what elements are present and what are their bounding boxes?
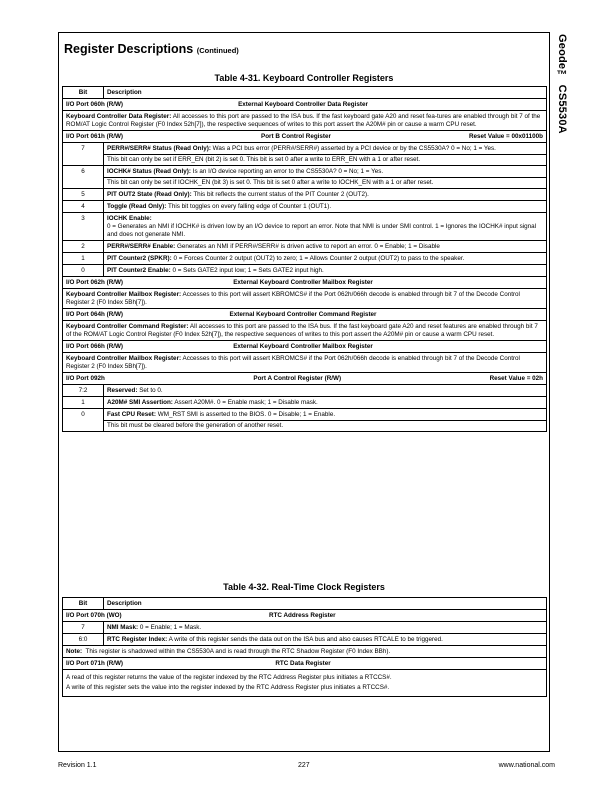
table-row xyxy=(63,189,547,201)
table-header-row xyxy=(63,87,547,99)
field-text: WM_RST SMI is asserted to the BIOS. 0 = Disable; 1 = Enable. xyxy=(157,410,336,418)
reset-value: Reset Value = 00x01100b xyxy=(468,132,543,140)
register-name: Port A Control Register (R/W) xyxy=(253,374,342,382)
desc-text: Accesses to this port will assert KBROMCS# if the Port 062h/066h decode is enabled through bit 7 of the Decode Control Register 2 (F0 Index 5Bh[7]). xyxy=(66,354,520,370)
col-description: Description xyxy=(104,87,547,99)
desc-text: All accesses to this port are passed to the ISA bus. If the fast keyboard gate A20 and reset features are enabled through bit 7 of the ROM/AT Logic Control Register (F0 Index 52h[7]), the respective sequences of writes to this port assert the A20M# pin or cause a warm CPU reset. xyxy=(66,322,538,338)
bit-number: 2 xyxy=(63,241,104,253)
field-text: 0 = Enable; 1 = Mask. xyxy=(139,623,202,631)
register-name: External Keyboard Controller Mailbox Register xyxy=(233,278,373,286)
port-id: I/O Port 070h (WO) xyxy=(66,611,122,619)
bit-number: 0 xyxy=(63,409,104,432)
register-name: External Keyboard Controller Mailbox Register xyxy=(233,342,373,350)
register-name: External Keyboard Controller Data Register xyxy=(238,100,368,108)
side-tab-title: Geode™ CS5530A xyxy=(556,34,568,134)
desc-line-1: A read of this register returns the value of the register indexed by the RTC Address Register plus initiates a RTCCS#. xyxy=(66,674,392,681)
section-continued: (Continued) xyxy=(196,46,239,55)
bit-number: 1 xyxy=(63,397,104,409)
register-name: RTC Address Register xyxy=(269,611,336,619)
port-062h-header xyxy=(63,277,547,289)
port-id: I/O Port 064h (R/W) xyxy=(66,310,124,318)
footer-url[interactable]: www.national.com xyxy=(498,762,555,769)
field-label: IOCHK Enable: xyxy=(107,214,152,222)
field-label: Reserved: xyxy=(107,386,138,394)
field-text: This bit toggles on every falling edge of Counter 1 (OUT1). xyxy=(168,202,332,210)
port-id: I/O Port 060h (R/W) xyxy=(66,100,124,108)
desc-text: All accesses to this port are passed to the ISA bus. If the fast keyboard gate A20 and reset fea-tures are enabled through bit 7 of the ROM/AT Logic Control Register (F0 Index 52h[7]), the respective sequences of writes to this port assert the A20M# pin or cause a warm CPU reset. xyxy=(66,112,541,128)
side-tab xyxy=(552,32,578,232)
field-note: This bit can only be set if IOCHK_EN (bit 3) is set 0. This bit is set 0 after a write to IOCHK_EN with a 1 or after reset. xyxy=(104,177,546,187)
port-id: I/O Port 062h (R/W) xyxy=(66,278,124,286)
bit-number: 1 xyxy=(63,253,104,265)
bit-number: 6 xyxy=(63,166,104,189)
desc-label: Keyboard Controller Data Register: xyxy=(66,112,172,120)
port-061h-header xyxy=(63,131,547,143)
field-text: This bit reflects the current status of the PIT Counter 2 (OUT2). xyxy=(193,190,369,198)
bit-number: 5 xyxy=(63,189,104,201)
table-row xyxy=(63,166,547,189)
field-label: PERR#/SERR# Enable: xyxy=(107,242,176,250)
table-row xyxy=(63,634,547,646)
field-note: This bit can only be set if ERR_EN (bit 2) is set 0. This bit is set 0 after a write to ERR_EN with a 1 or after reset. xyxy=(104,154,546,164)
table-row xyxy=(63,253,547,265)
field-label: Toggle (Read Only): xyxy=(107,202,167,210)
col-bit: Bit xyxy=(63,87,104,99)
table-row xyxy=(63,385,547,397)
port-060h-desc xyxy=(63,111,547,131)
field-text: A write of this register sends the data out on the ISA bus and also causes RTCALE to be triggered. xyxy=(168,635,443,643)
desc-label: Keyboard Controller Command Register: xyxy=(66,322,189,330)
field-note: This bit must be cleared before the generation of another reset. xyxy=(104,420,546,430)
port-066h-desc xyxy=(63,353,547,373)
col-bit: Bit xyxy=(63,598,104,610)
section-title-text: Register Descriptions xyxy=(64,42,194,56)
port-064h-desc xyxy=(63,321,547,341)
note-label: Note: xyxy=(66,647,83,655)
table1-title: Table 4-31. Keyboard Controller Registers xyxy=(214,73,394,83)
col-description: Description xyxy=(104,598,547,610)
field-text: 0 = Sets GATE2 input low; 1 = Sets GATE2 input high. xyxy=(172,266,324,274)
bit-number: 7 xyxy=(63,143,104,166)
note-text: This register is shadowed within the CS5530A and is read through the RTC Shadow Register (F0 Index BBh). xyxy=(85,647,391,655)
port-id: I/O Port 092h xyxy=(66,374,105,382)
port-060h-header xyxy=(63,99,547,111)
desc-label: Keyboard Controller Mailbox Register: xyxy=(66,290,182,298)
footer-revision: Revision 1.1 xyxy=(58,762,97,769)
field-label: PIT OUT2 State (Read Only): xyxy=(107,190,192,198)
port-066h-header xyxy=(63,341,547,353)
table-row xyxy=(63,143,547,166)
table-row xyxy=(63,213,547,241)
bit-number: 7 xyxy=(63,622,104,634)
field-label: PERR#/SERR# Status (Read Only): xyxy=(107,144,211,152)
register-name: External Keyboard Controller Command Register xyxy=(229,310,377,318)
bit-number: 7:2 xyxy=(63,385,104,397)
keyboard-controller-table xyxy=(62,86,547,432)
port-id: I/O Port 061h (R/W) xyxy=(66,132,124,140)
field-text: 0 = Generates an NMI if IOCHK# is driven low by an I/O device to report an error. Note that NMI is under SMI control. 1 = Ignores the IOCHK# input signal and does not generate NMI. xyxy=(107,222,537,238)
field-label: PIT Counter2 (SPKR): xyxy=(107,254,172,262)
register-name: Port B Control Register xyxy=(261,132,331,140)
port-064h-header xyxy=(63,309,547,321)
port-id: I/O Port 066h (R/W) xyxy=(66,342,124,350)
rtc-table xyxy=(62,597,547,697)
port-070h-header xyxy=(63,610,547,622)
section-title xyxy=(64,42,239,56)
field-text: Assert A20M#. 0 = Enable mask; 1 = Disable mask. xyxy=(174,398,318,406)
field-label: PIT Counter2 Enable: xyxy=(107,266,171,274)
table-row xyxy=(63,622,547,634)
field-label: RTC Register Index: xyxy=(107,635,168,643)
port-062h-desc xyxy=(63,289,547,309)
port-070h-note xyxy=(63,646,547,658)
field-text: Generates an NMI if PERR#/SERR# is driven active to report an error. 0 = Enable; 1 = Disable xyxy=(177,242,440,250)
bit-number: 6:0 xyxy=(63,634,104,646)
desc-line-2: A write of this register sets the value into the register indexed by the RTC Address Register plus initiates a RTCCS#. xyxy=(66,684,390,691)
field-label: A20M# SMI Assertion: xyxy=(107,398,173,406)
desc-text: Accesses to this port will assert KBROMCS# if the Port 062h/066h decode is enabled through bit 7 of the Decode Control Register 2 (F0 Index 5Bh[7]). xyxy=(66,290,520,306)
table-row xyxy=(63,409,547,432)
port-071h-header xyxy=(63,658,547,670)
field-label: NMI Mask: xyxy=(107,623,139,631)
footer-page-number: 227 xyxy=(298,762,310,769)
field-label: Fast CPU Reset: xyxy=(107,410,156,418)
table-row xyxy=(63,201,547,213)
port-092h-header xyxy=(63,373,547,385)
table2-title: Table 4-32. Real-Time Clock Registers xyxy=(223,582,385,592)
field-text: Is an I/O device reporting an error to the CS5530A? 0 = No; 1 = Yes. xyxy=(192,167,384,175)
field-label: IOCHK# Status (Read Only): xyxy=(107,167,191,175)
reset-value: Reset Value = 02h xyxy=(489,374,543,382)
field-text: 0 = Forces Counter 2 output (OUT2) to zero; 1 = Allows Counter 2 output (OUT2) to pass to the speaker. xyxy=(173,254,465,262)
register-name: RTC Data Register xyxy=(275,659,331,667)
table-row xyxy=(63,265,547,277)
table-row xyxy=(63,241,547,253)
field-text: Was a PCI bus error (PERR#/SERR#) asserted by a PCI device or by the CS5530A? 0 = No; 1 = Yes. xyxy=(212,144,496,152)
table-row xyxy=(63,397,547,409)
port-071h-desc xyxy=(63,670,547,697)
field-text: Set to 0. xyxy=(139,386,163,394)
port-id: I/O Port 071h (R/W) xyxy=(66,659,124,667)
bit-number: 3 xyxy=(63,213,104,241)
bit-number: 4 xyxy=(63,201,104,213)
table-header-row xyxy=(63,598,547,610)
desc-label: Keyboard Controller Mailbox Register: xyxy=(66,354,182,362)
bit-number: 0 xyxy=(63,265,104,277)
